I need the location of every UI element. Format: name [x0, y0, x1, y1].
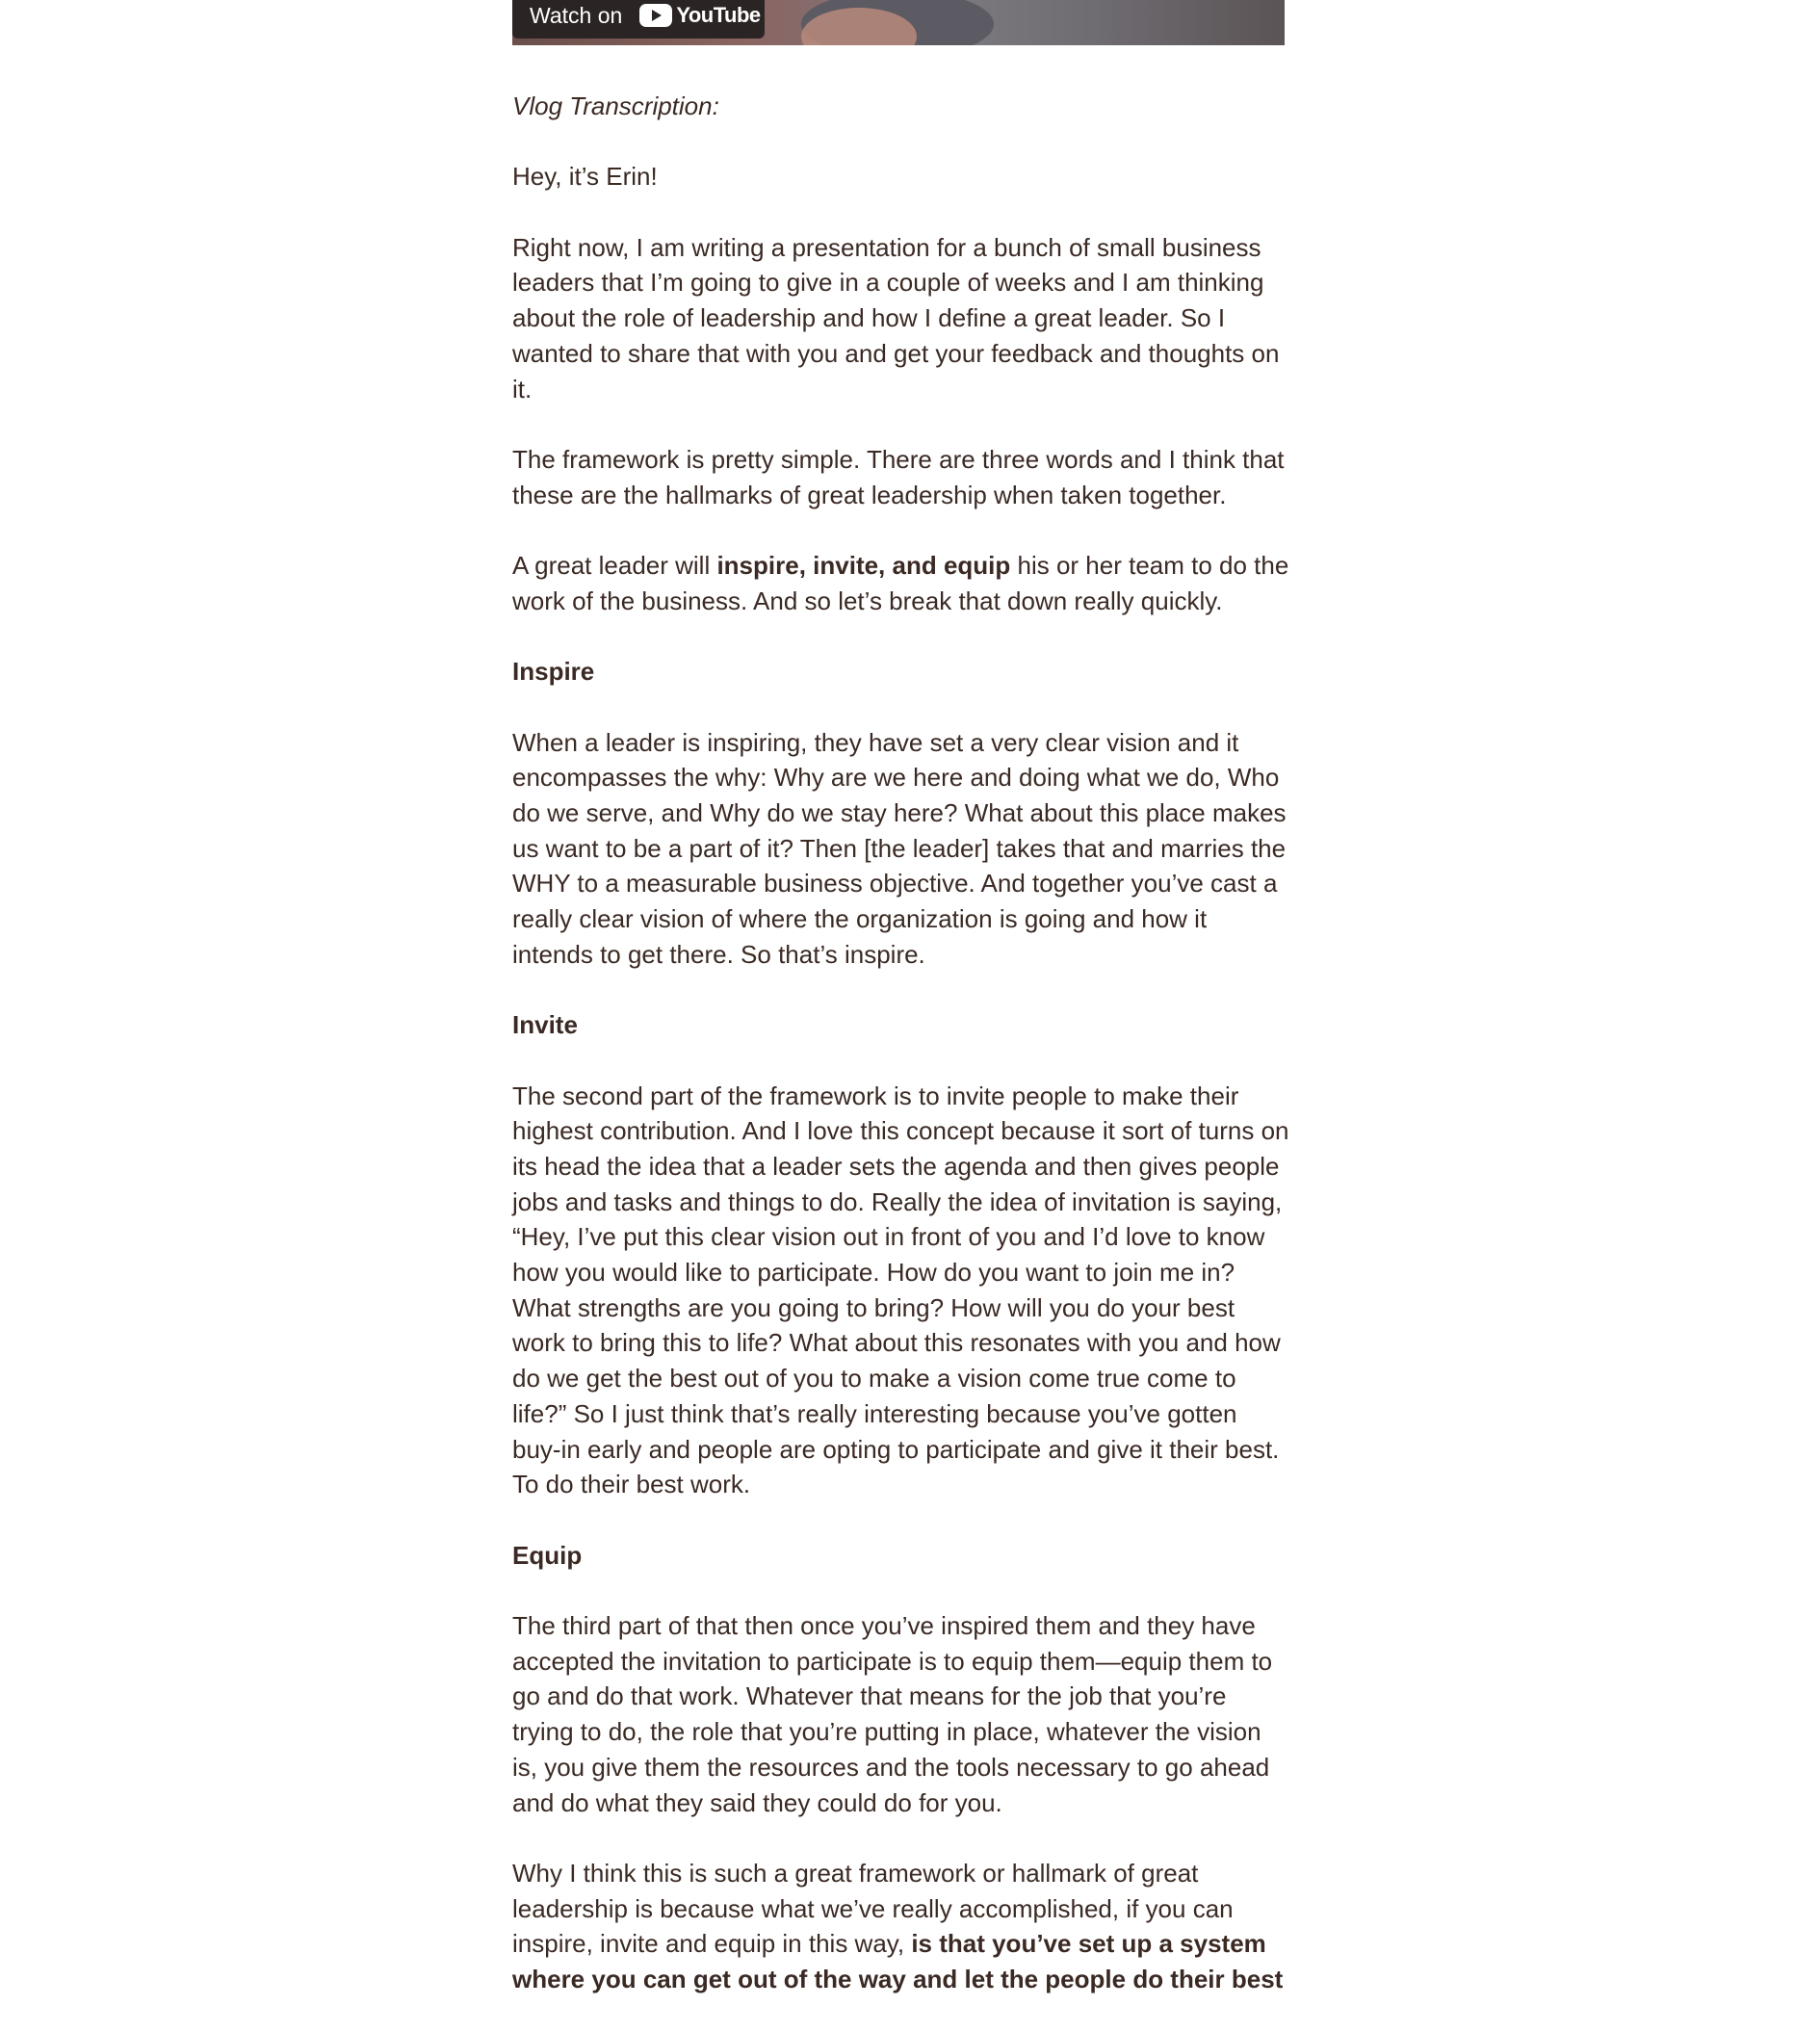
equip-heading: Equip [512, 1540, 583, 1570]
intro-paragraph: Right now, I am writing a presentation for a bunch of small business leaders that I’m going to give in a couple of weeks and I am thinking about the role of leadership and how I define a great leader. So I wanted to share that with you and get your feedback and thoughts on it. [512, 232, 1280, 404]
youtube-play-icon [639, 4, 672, 27]
summary-text-end: his or her team to do the work of the business. And so let’s break that down really quickly. [512, 551, 1289, 615]
article-body [512, 89, 1290, 2032]
transcription-label: Vlog Transcription: [512, 91, 719, 120]
inspire-paragraph: When a leader is inspiring, they have set a very clear vision and it encompasses the why: Why are we here and doing what we do, Who do we serve, and Why do we stay here? What about this place makes us want to be a part of it? Then [the leader] takes that and marries the WHY to a measurable business objective. And together you’ve cast a really clear vision of where the organization is going and how it intends to get there. So that’s inspire. [512, 727, 1287, 969]
youtube-video-embed[interactable] [512, 0, 1285, 45]
summary-text-start: A great leader will [512, 551, 717, 581]
youtube-logo-text: YouTube [676, 3, 761, 27]
invite-paragraph: The second part of the framework is to invite people to make their highest contribution. And I love this concept because it sort of turns on its head the idea that a leader sets the agenda and then gives people jobs and tasks and things to do. Really the idea of invitation is saying, “Hey, I’ve put this clear vision out in front of you and I’d love to know how you would like to participate. How do you want to join me in? What strengths are you going to bring? How will you do your best work to bring this to life? What about this resonates with you and how do we get the best out of you to make a vision come true come to life?” So I just think that’s really interesting because you’ve gotten buy-in early and people are opting to participate and give it their best. To do their best work. [512, 1081, 1289, 1499]
closing-paragraph [512, 1856, 1290, 1997]
summary-emphasis: inspire, invite, and equip [716, 551, 1011, 581]
invite-heading: Invite [512, 1010, 578, 1040]
closing-emphasis: is that you’ve set up a system where you can get out of the way and let the people do their best [512, 1929, 1284, 1994]
watch-on-label: Watch on [530, 2, 623, 28]
watch-on-youtube-button[interactable] [512, 0, 765, 39]
youtube-logo [639, 3, 760, 28]
equip-paragraph: The third part of that then once you’ve inspired them and they have accepted the invitation to participate is to equip them—equip them to go and do that work. Whatever that means for the job that you’re trying to do, the role that you’re putting in place, whatever the vision is, you give them the resources and the tools necessary to go ahead and do what they said they could do for you. [512, 1611, 1273, 1817]
summary-paragraph [512, 548, 1290, 618]
framework-paragraph: The framework is pretty simple. There are three words and I think that these are the hallmarks of great leadership when taken together. [512, 444, 1285, 509]
inspire-heading: Inspire [512, 657, 595, 687]
closing-text-start: Why I think this is such a great framework or hallmark of great leadership is because what we’ve really accomplished, if you can inspire, invite and equip in this way, [512, 1858, 1234, 1959]
greeting-paragraph: Hey, it’s Erin! [512, 162, 658, 192]
